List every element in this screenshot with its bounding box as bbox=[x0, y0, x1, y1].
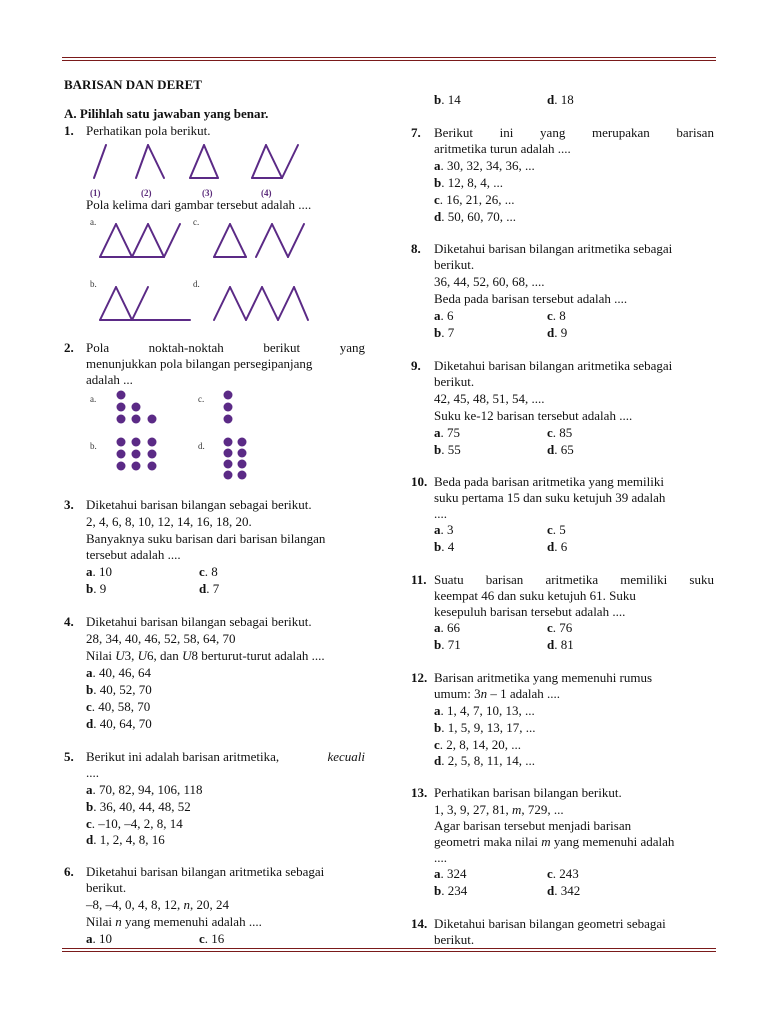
q10-line3: .... bbox=[434, 506, 447, 521]
q10-option-d[interactable]: d. 6 bbox=[547, 539, 568, 554]
q2-line2: menunjukkan pola bilangan persegipanjang bbox=[86, 356, 313, 371]
q6-option-b[interactable]: b. 14 bbox=[434, 92, 461, 107]
q10-option-c[interactable]: c. 5 bbox=[547, 522, 566, 537]
q6-line2: berikut. bbox=[86, 880, 127, 895]
q7-option-c[interactable]: c. 16, 21, 26, ... bbox=[434, 192, 515, 207]
q11-line3: kesepuluh barisan tersebut adalah .... bbox=[434, 604, 626, 619]
q4-text: Diketahui barisan bilangan sebagai berikut. bbox=[86, 614, 312, 629]
q4-option-d[interactable]: d. 40, 64, 70 bbox=[86, 716, 152, 731]
q1-number: 1. bbox=[64, 123, 74, 138]
q3-line4: tersebut adalah .... bbox=[86, 547, 181, 562]
q11-word: barisan bbox=[485, 572, 524, 587]
q11-word: aritmetika bbox=[545, 572, 599, 587]
q7-line2: aritmetika turun adalah .... bbox=[434, 141, 571, 156]
q2-line1 bbox=[86, 340, 365, 356]
q1-option-c-figure[interactable] bbox=[210, 220, 310, 262]
q13-option-d[interactable]: d. 342 bbox=[547, 883, 581, 898]
q11-word: Suatu bbox=[434, 572, 464, 587]
q2-option-c-label[interactable]: c. bbox=[198, 394, 205, 404]
q5-option-a[interactable]: a. 70, 82, 94, 106, 118 bbox=[86, 782, 203, 797]
q10-line1: Beda pada barisan aritmetika yang memiliki bbox=[434, 474, 664, 489]
q11-line1 bbox=[434, 572, 714, 588]
q3-option-b[interactable]: b. 9 bbox=[86, 581, 107, 596]
q7-word: merupakan bbox=[591, 125, 650, 140]
q6-text: Diketahui barisan bilangan aritmetika sebagai bbox=[86, 864, 325, 879]
q4-number: 4. bbox=[64, 614, 74, 629]
q12-line2: umum: 3n – 1 adalah .... bbox=[434, 686, 561, 701]
bottom-rule bbox=[62, 948, 716, 952]
q9-option-d[interactable]: d. 65 bbox=[547, 442, 574, 457]
q5-number: 5. bbox=[64, 749, 74, 764]
pattern-label-3: (3) bbox=[202, 188, 213, 198]
q9-ask: Suku ke-12 barisan tersebut adalah .... bbox=[434, 408, 633, 423]
q8-ask: Beda pada barisan tersebut adalah .... bbox=[434, 291, 628, 306]
q2-option-c-dots[interactable] bbox=[222, 390, 242, 422]
q7-word: barisan bbox=[676, 125, 714, 140]
q2-word: yang bbox=[339, 340, 365, 355]
q10-number: 10. bbox=[411, 474, 428, 489]
q7-line1 bbox=[434, 125, 714, 141]
q2-option-d-label[interactable]: d. bbox=[198, 441, 205, 451]
q14-number: 14. bbox=[411, 916, 428, 931]
q9-text: Diketahui barisan bilangan aritmetika sebagai bbox=[434, 358, 673, 373]
q2-word: berikut bbox=[263, 340, 301, 355]
q3-sequence: 2, 4, 6, 8, 10, 12, 14, 16, 18, 20. bbox=[86, 514, 252, 529]
q11-option-c[interactable]: c. 76 bbox=[547, 620, 573, 635]
q7-word: yang bbox=[540, 125, 566, 140]
q4-option-b[interactable]: b. 40, 52, 70 bbox=[86, 682, 152, 697]
q7-option-b[interactable]: b. 12, 8, 4, ... bbox=[434, 175, 503, 190]
q13-sequence: 1, 3, 9, 27, 81, m, 729, ... bbox=[434, 802, 564, 817]
q3-text: Diketahui barisan bilangan sebagai berikut. bbox=[86, 497, 312, 512]
q10-option-a[interactable]: a. 3 bbox=[434, 522, 454, 537]
q14-line2: berikut. bbox=[434, 932, 475, 947]
q1-option-a-label[interactable]: a. bbox=[90, 217, 97, 227]
q13-line4: geometri maka nilai m yang memenuhi adalah bbox=[434, 834, 675, 849]
q12-option-d[interactable]: d. 2, 5, 8, 11, 14, ... bbox=[434, 753, 536, 768]
q3-option-a[interactable]: a. 10 bbox=[86, 564, 112, 579]
q2-option-d-dots[interactable] bbox=[222, 436, 252, 480]
q1-option-c-label[interactable]: c. bbox=[193, 217, 200, 227]
q13-line5: .... bbox=[434, 850, 447, 865]
q6-option-d[interactable]: d. 18 bbox=[547, 92, 574, 107]
q1-option-a-figure[interactable] bbox=[96, 220, 196, 262]
q12-option-b[interactable]: b. 1, 5, 9, 13, 17, ... bbox=[434, 720, 536, 735]
q13-number: 13. bbox=[411, 785, 428, 800]
q7-option-a[interactable]: a. 30, 32, 34, 36, ... bbox=[434, 158, 535, 173]
q3-option-c[interactable]: c. 8 bbox=[199, 564, 218, 579]
q2-line3: adalah ... bbox=[86, 372, 133, 387]
q2-option-a-label[interactable]: a. bbox=[90, 394, 97, 404]
q9-line2: berikut. bbox=[434, 374, 475, 389]
q11-option-d[interactable]: d. 81 bbox=[547, 637, 574, 652]
q13-text: Perhatikan barisan bilangan berikut. bbox=[434, 785, 622, 800]
q3-number: 3. bbox=[64, 497, 74, 512]
q4-ask: Nilai U3, U6, dan U8 berturut-turut adalah .... bbox=[86, 648, 325, 663]
page-title: BARISAN DAN DERET bbox=[64, 77, 202, 92]
q5-text: Berikut ini adalah barisan aritmetika, bbox=[86, 749, 280, 764]
q7-word: ini bbox=[499, 125, 514, 140]
q9-sequence: 42, 45, 48, 51, 54, .... bbox=[434, 391, 545, 406]
pattern-label-2: (2) bbox=[141, 188, 152, 198]
q5-option-b[interactable]: b. 36, 40, 44, 48, 52 bbox=[86, 799, 191, 814]
q2-option-b-label[interactable]: b. bbox=[90, 441, 97, 451]
q2-word: noktah-noktah bbox=[148, 340, 224, 355]
q11-word: memiliki bbox=[620, 572, 668, 587]
q13-option-c[interactable]: c. 243 bbox=[547, 866, 579, 881]
q13-option-a[interactable]: a. 324 bbox=[434, 866, 467, 881]
q2-option-b-dots[interactable] bbox=[114, 436, 164, 470]
q8-text: Diketahui barisan bilangan aritmetika sebagai bbox=[434, 241, 673, 256]
pattern-label-4: (4) bbox=[261, 188, 272, 198]
q6-sequence: –8, –4, 0, 4, 8, 12, n, 20, 24 bbox=[86, 897, 229, 912]
q12-number: 12. bbox=[411, 670, 428, 685]
q2-option-a-dots[interactable] bbox=[110, 390, 170, 422]
q3-line3: Banyaknya suku barisan dari barisan bilangan bbox=[86, 531, 326, 546]
q13-option-b[interactable]: b. 234 bbox=[434, 883, 468, 898]
q12-line1: Barisan aritmetika yang memenuhi rumus bbox=[434, 670, 653, 685]
q11-option-a[interactable]: a. 66 bbox=[434, 620, 460, 635]
q11-word: suku bbox=[689, 572, 714, 587]
q1-pattern-figure bbox=[86, 140, 326, 184]
q9-number: 9. bbox=[411, 358, 421, 373]
q1-text: Perhatikan pola berikut. bbox=[86, 123, 211, 138]
q2-number: 2. bbox=[64, 340, 74, 355]
q7-option-d[interactable]: d. 50, 60, 70, ... bbox=[434, 209, 516, 224]
q10-line2: suku pertama 15 dan suku ketujuh 39 adalah bbox=[434, 490, 666, 505]
q3-option-d[interactable]: d. 7 bbox=[199, 581, 220, 596]
q13-line3: Agar barisan tersebut menjadi barisan bbox=[434, 818, 632, 833]
q2-word: Pola bbox=[86, 340, 110, 355]
q6-number: 6. bbox=[64, 864, 74, 879]
q8-option-b[interactable]: b. 7 bbox=[434, 325, 455, 340]
q8-sequence: 36, 44, 52, 60, 68, .... bbox=[434, 274, 545, 289]
q12-option-c[interactable]: c. 2, 8, 14, 20, ... bbox=[434, 737, 522, 752]
q6-ask: Nilai n yang memenuhi adalah .... bbox=[86, 914, 262, 929]
q1-question: Pola kelima dari gambar tersebut adalah .... bbox=[86, 197, 312, 212]
q11-option-b[interactable]: b. 71 bbox=[434, 637, 461, 652]
q7-number: 7. bbox=[411, 125, 421, 140]
q12-option-a[interactable]: a. 1, 4, 7, 10, 13, ... bbox=[434, 703, 535, 718]
q11-line2: keempat 46 dan suku ketujuh 61. Suku bbox=[434, 588, 636, 603]
q8-option-d[interactable]: d. 9 bbox=[547, 325, 568, 340]
q1-option-d-label[interactable]: d. bbox=[193, 279, 200, 289]
q5-dots: .... bbox=[86, 765, 99, 780]
q4-option-a[interactable]: a. 40, 46, 64 bbox=[86, 665, 151, 680]
q5-text-line bbox=[86, 749, 365, 765]
q8-number: 8. bbox=[411, 241, 421, 256]
q9-option-a[interactable]: a. 75 bbox=[434, 425, 460, 440]
q4-option-c[interactable]: c. 40, 58, 70 bbox=[86, 699, 151, 714]
q5-option-c[interactable]: c. –10, –4, 2, 8, 14 bbox=[86, 816, 183, 831]
q5-option-d[interactable]: d. 1, 2, 4, 8, 16 bbox=[86, 832, 165, 847]
q1-option-b-figure[interactable] bbox=[96, 283, 196, 325]
q1-option-d-figure[interactable] bbox=[210, 283, 310, 325]
q5-kecuali: kecuali bbox=[327, 749, 365, 764]
q9-option-b[interactable]: b. 55 bbox=[434, 442, 461, 457]
pattern-label-1: (1) bbox=[90, 188, 101, 198]
q8-option-c[interactable]: c. 8 bbox=[547, 308, 566, 323]
q6-option-c[interactable]: c. 16 bbox=[199, 931, 225, 946]
q9-option-c[interactable]: c. 85 bbox=[547, 425, 573, 440]
q8-option-a[interactable]: a. 6 bbox=[434, 308, 454, 323]
q1-option-b-label[interactable]: b. bbox=[90, 279, 97, 289]
q14-text: Diketahui barisan bilangan geometri sebagai bbox=[434, 916, 666, 931]
q8-line2: berikut. bbox=[434, 257, 475, 272]
top-rule bbox=[62, 57, 716, 61]
q6-option-a[interactable]: a. 10 bbox=[86, 931, 112, 946]
q4-sequence: 28, 34, 40, 46, 52, 58, 64, 70 bbox=[86, 631, 236, 646]
q7-word: Berikut bbox=[434, 125, 473, 140]
q11-number: 11. bbox=[411, 572, 427, 587]
q10-option-b[interactable]: b. 4 bbox=[434, 539, 455, 554]
section-heading: A. Pilihlah satu jawaban yang benar. bbox=[64, 106, 269, 121]
